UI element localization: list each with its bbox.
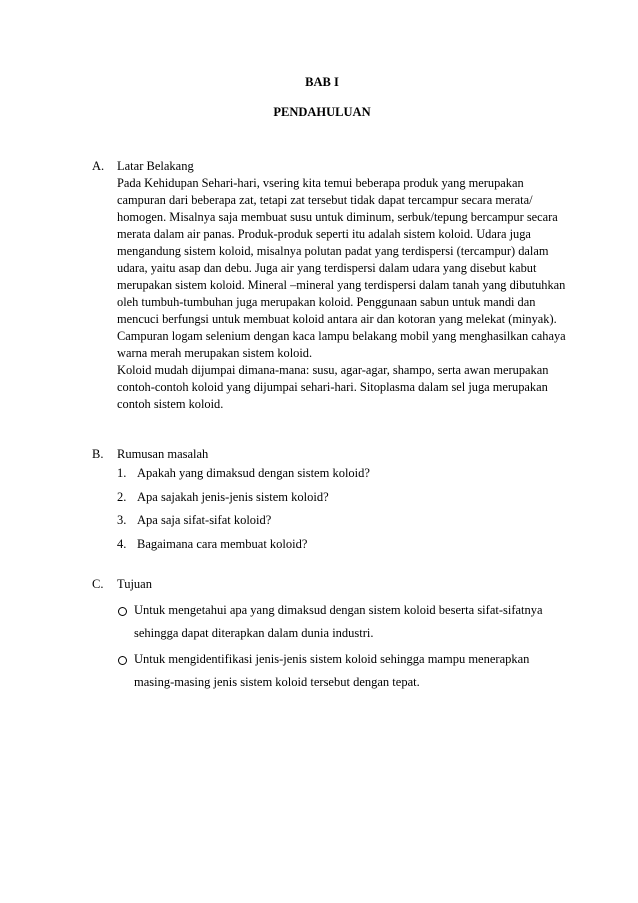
section-body <box>117 175 567 413</box>
item-text: Apa sajakah jenis-jenis sistem koloid? <box>137 489 329 504</box>
paragraph: Pada Kehidupan Sehari-hari, vsering kita temui beberapa produk yang merupakan campuran dari beberapa zat, tetapi zat tersebut tidak dapat tercampur secara merata/ homogen. Misalnya saja membuat susu untuk diminum, serbuk/tepung bercampur secara merata dalam air panas. Produk-produk seperti itu adalah sistem koloid. Udara juga mengandung sistem koloid, misalnya polutan padat yang terdispersi (tercampur) dalam udara, yaitu asap dan debu. Juga air yang terdispersi dalam udara yang disebut kabut merupakan sistem koloid. Mineral –mineral yang terdispersi dalam tanah yang dibutuhkan oleh tumbuh-tumbuhan juga merupakan koloid. Penggunaan sabun untuk mandi dan mencuci berfungsi untuk membuat koloid antara air dan kotoran yang melekat (minyak). Campuran logam selenium dengan kaca lampu belakang mobil yang menghasilkan cahaya warna merah merupakan sistem koloid. <box>117 176 566 360</box>
item-number: 1. <box>117 466 127 480</box>
list-item <box>114 648 562 694</box>
bullet-icon <box>118 607 127 616</box>
section-letter: C. <box>92 577 104 591</box>
bullet-icon <box>118 656 127 665</box>
list-item <box>117 489 370 513</box>
item-text: Untuk mengidentifikasi jenis-jenis sistem koloid sehingga mampu menerapkan masing-masing jenis sistem koloid tersebut dengan tepat. <box>134 652 530 689</box>
list-item <box>117 536 370 560</box>
section-heading: Latar Belakang <box>117 159 194 173</box>
bullet-list <box>114 599 562 694</box>
numbered-list <box>117 465 370 559</box>
list-item <box>117 512 370 536</box>
section-latar-belakang <box>92 158 567 413</box>
section-heading: Rumusan masalah <box>117 447 209 461</box>
paragraph: Koloid mudah dijumpai dimana-mana: susu, agar-agar, shampo, serta awan merupakan contoh-contoh koloid yang dijumpai sehari-hari. Sitoplasma dalam sel juga merupakan contoh sistem koloid. <box>117 363 549 411</box>
section-letter: A. <box>92 159 105 173</box>
section-rumusan-masalah <box>92 446 370 559</box>
chapter-label: BAB I <box>305 75 339 89</box>
item-text: Apakah yang dimaksud dengan sistem koloid? <box>137 466 370 480</box>
item-number: 2. <box>117 489 127 504</box>
section-heading: Tujuan <box>117 577 152 591</box>
item-number: 3. <box>117 513 127 527</box>
item-text: Untuk mengetahui apa yang dimaksud dengan sistem koloid beserta sifat-sifatnya sehingga dapat diterapkan dalam dunia industri. <box>134 603 543 640</box>
chapter-title: PENDAHULUAN <box>273 105 371 119</box>
list-item <box>114 599 562 645</box>
item-text: Bagaimana cara membuat koloid? <box>137 536 308 551</box>
section-letter: B. <box>92 447 104 461</box>
item-number: 4. <box>117 536 127 551</box>
list-item <box>117 465 370 489</box>
section-tujuan <box>92 576 562 697</box>
item-text: Apa saja sifat-sifat koloid? <box>137 513 272 527</box>
